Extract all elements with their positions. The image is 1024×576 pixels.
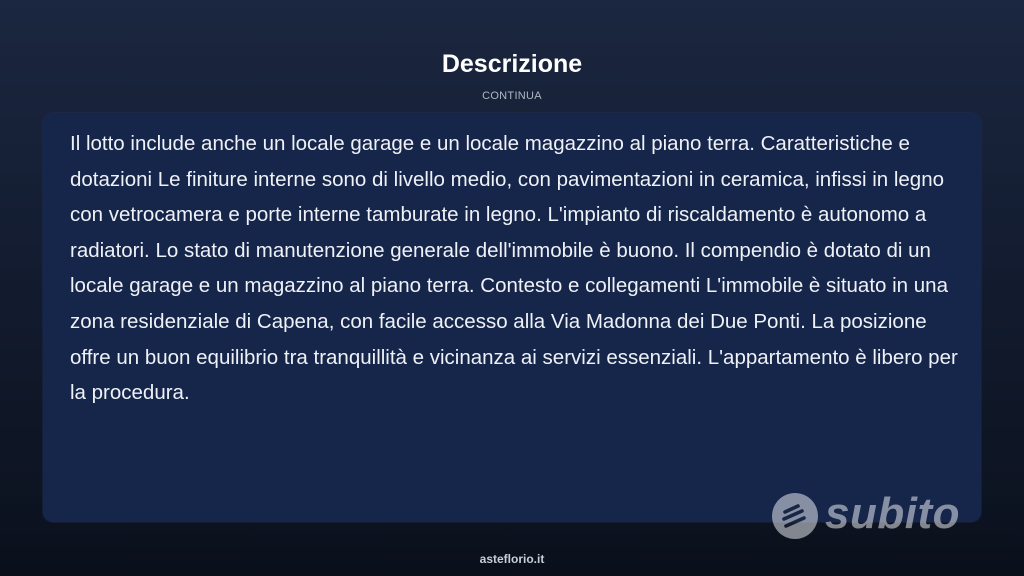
- description-text: Il lotto include anche un locale garage e un locale magazzino al piano terra. Caratteristiche e dotazioni Le finiture interne sono di livello medio, con pavimentazioni in ceramica, infissi in legno con vetrocamera e porte interne tamburate in legno. L'impianto di riscaldamento è autonomo a radiatori. Lo stato di manutenzione generale dell'immobile è buono. Il compendio è dotato di un locale garage e un magazzino al piano terra. Contesto e collegamenti L'immobile è situato in una zona residenziale di Capena, con facile accesso alla Via Madonna dei Due Ponti. La posizione offre un buon equilibrio tra tranquillità e vicinanza ai servizi essenziali. L'appartamento è libero per la procedura.: [70, 132, 958, 405]
- page-subtitle: CONTINUA: [482, 90, 542, 102]
- subito-logo-icon: [771, 492, 819, 540]
- footer-source: asteflorio.it: [479, 552, 545, 566]
- subito-wordmark: subito: [825, 489, 960, 538]
- page-title: Descrizione: [441, 50, 583, 78]
- subito-watermark: [771, 489, 971, 542]
